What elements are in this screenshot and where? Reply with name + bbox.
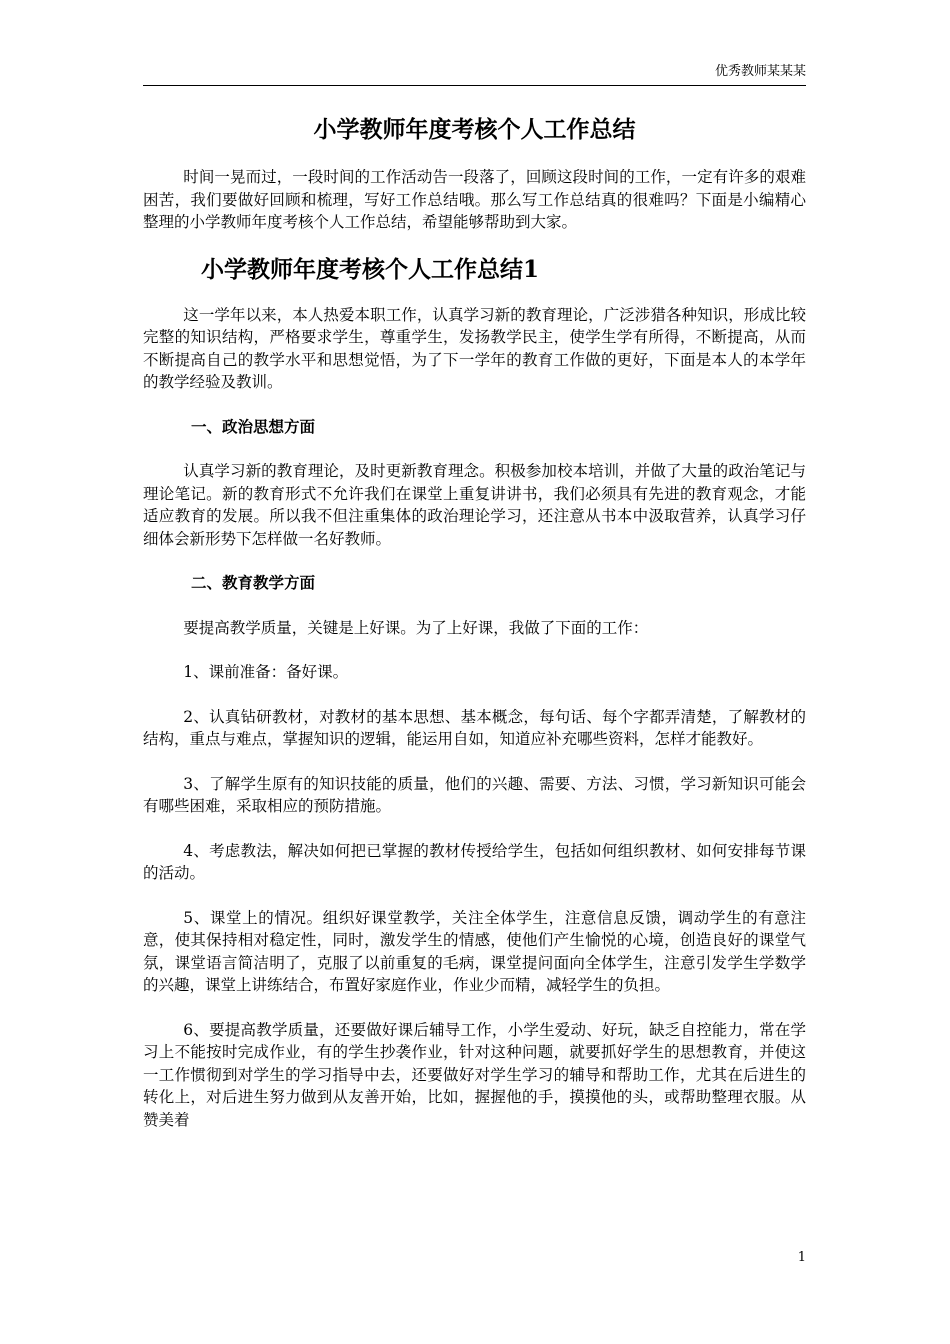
teaching-intro-paragraph: 要提高教学质量，关键是上好课。为了上好课，我做了下面的工作：	[183, 618, 649, 637]
list-item: 6、要提高教学质量，还要做好课后辅导工作，小学生爱动、好玩，缺乏自控能力，常在学习上不能按时完成作业，有的学生抄袭作业，针对这种问题，就要抓好学生的思想教育，并使这一工作惯彻到对学生的学习指导中去，还要做好对学生学习的辅导和帮助工作，尤其在后进生的转化上，对后进生努力做到从友善开始，比如，握握他的手，摸摸他的头，或帮助整理衣服。从赞美着	[143, 1020, 806, 1129]
list-item: 3、了解学生原有的知识技能的质量，他们的兴趣、需要、方法、习惯，学习新知识可能会有哪些困难，采取相应的预防措施。	[143, 774, 806, 815]
list-item: 2、认真钻研教材，对教材的基本思想、基本概念，每句话、每个字都弄清楚，了解教材的结构，重点与难点，掌握知识的逻辑，能运用自如，知道应补充哪些资料，怎样才能教好。	[143, 707, 806, 748]
page-number: 1	[797, 1250, 806, 1265]
list-item: 5、课堂上的情况。组织好课堂教学，关注全体学生，注意信息反馈，调动学生的有意注意，使其保持相对稳定性，同时，激发学生的情感，使他们产生愉悦的心境，创造良好的课堂气氛，课堂语言简洁明了，克服了以前重复的毛病，课堂提问面向全体学生，注意引发学生学数学的兴趣，课堂上讲练结合，布置好家庭作业，作业少而精，减轻学生的负担。	[143, 908, 806, 994]
teaching-heading: 二、教育教学方面	[191, 573, 316, 592]
list-item: 4、考虑教法，解决如何把已掌握的教材传授给学生，包括如何组织教材、如何安排每节课的活动。	[143, 841, 806, 882]
document-body	[143, 112, 806, 1153]
document-title: 小学教师年度考核个人工作总结	[313, 116, 636, 143]
list-item: 1、课前准备：备好课。	[183, 663, 349, 681]
politics-heading: 一、政治思想方面	[191, 416, 316, 436]
section-title: 小学教师年度考核个人工作总结1	[201, 255, 540, 283]
running-header: 优秀教师某某某	[714, 64, 806, 79]
header-divider	[143, 85, 806, 86]
opening-paragraph: 这一学年以来，本人热爱本职工作，认真学习新的教育理论，广泛涉猎各种知识，形成比较完整的知识结构，严格要求学生，尊重学生，发扬教学民主，使学生学有所得，不断提高，从而不断提高自己的教学水平和思想觉悟，为了下一学年的教育工作做的更好，下面是本人的本学年的教学经验及教训。	[143, 305, 806, 391]
intro-paragraph: 时间一晃而过，一段时间的工作活动告一段落了，回顾这段时间的工作，一定有许多的艰难困苦，我们要做好回顾和梳理，写好工作总结哦。那么写工作总结真的很难吗？下面是小编精心整理的小学教师年度考核个人工作总结，希望能够帮助到大家。	[143, 168, 806, 231]
politics-paragraph: 认真学习新的教育理论，及时更新教育理念。积极参加校本培训，并做了大量的政治笔记与理论笔记。新的教育形式不允许我们在课堂上重复讲讲书，我们必须具有先进的教育观念，才能适应教育的发展。所以我不但注重集体的政治理论学习，还注意从书本中汲取营养，认真学习仔细体会新形势下怎样做一名好教师。	[143, 462, 806, 548]
